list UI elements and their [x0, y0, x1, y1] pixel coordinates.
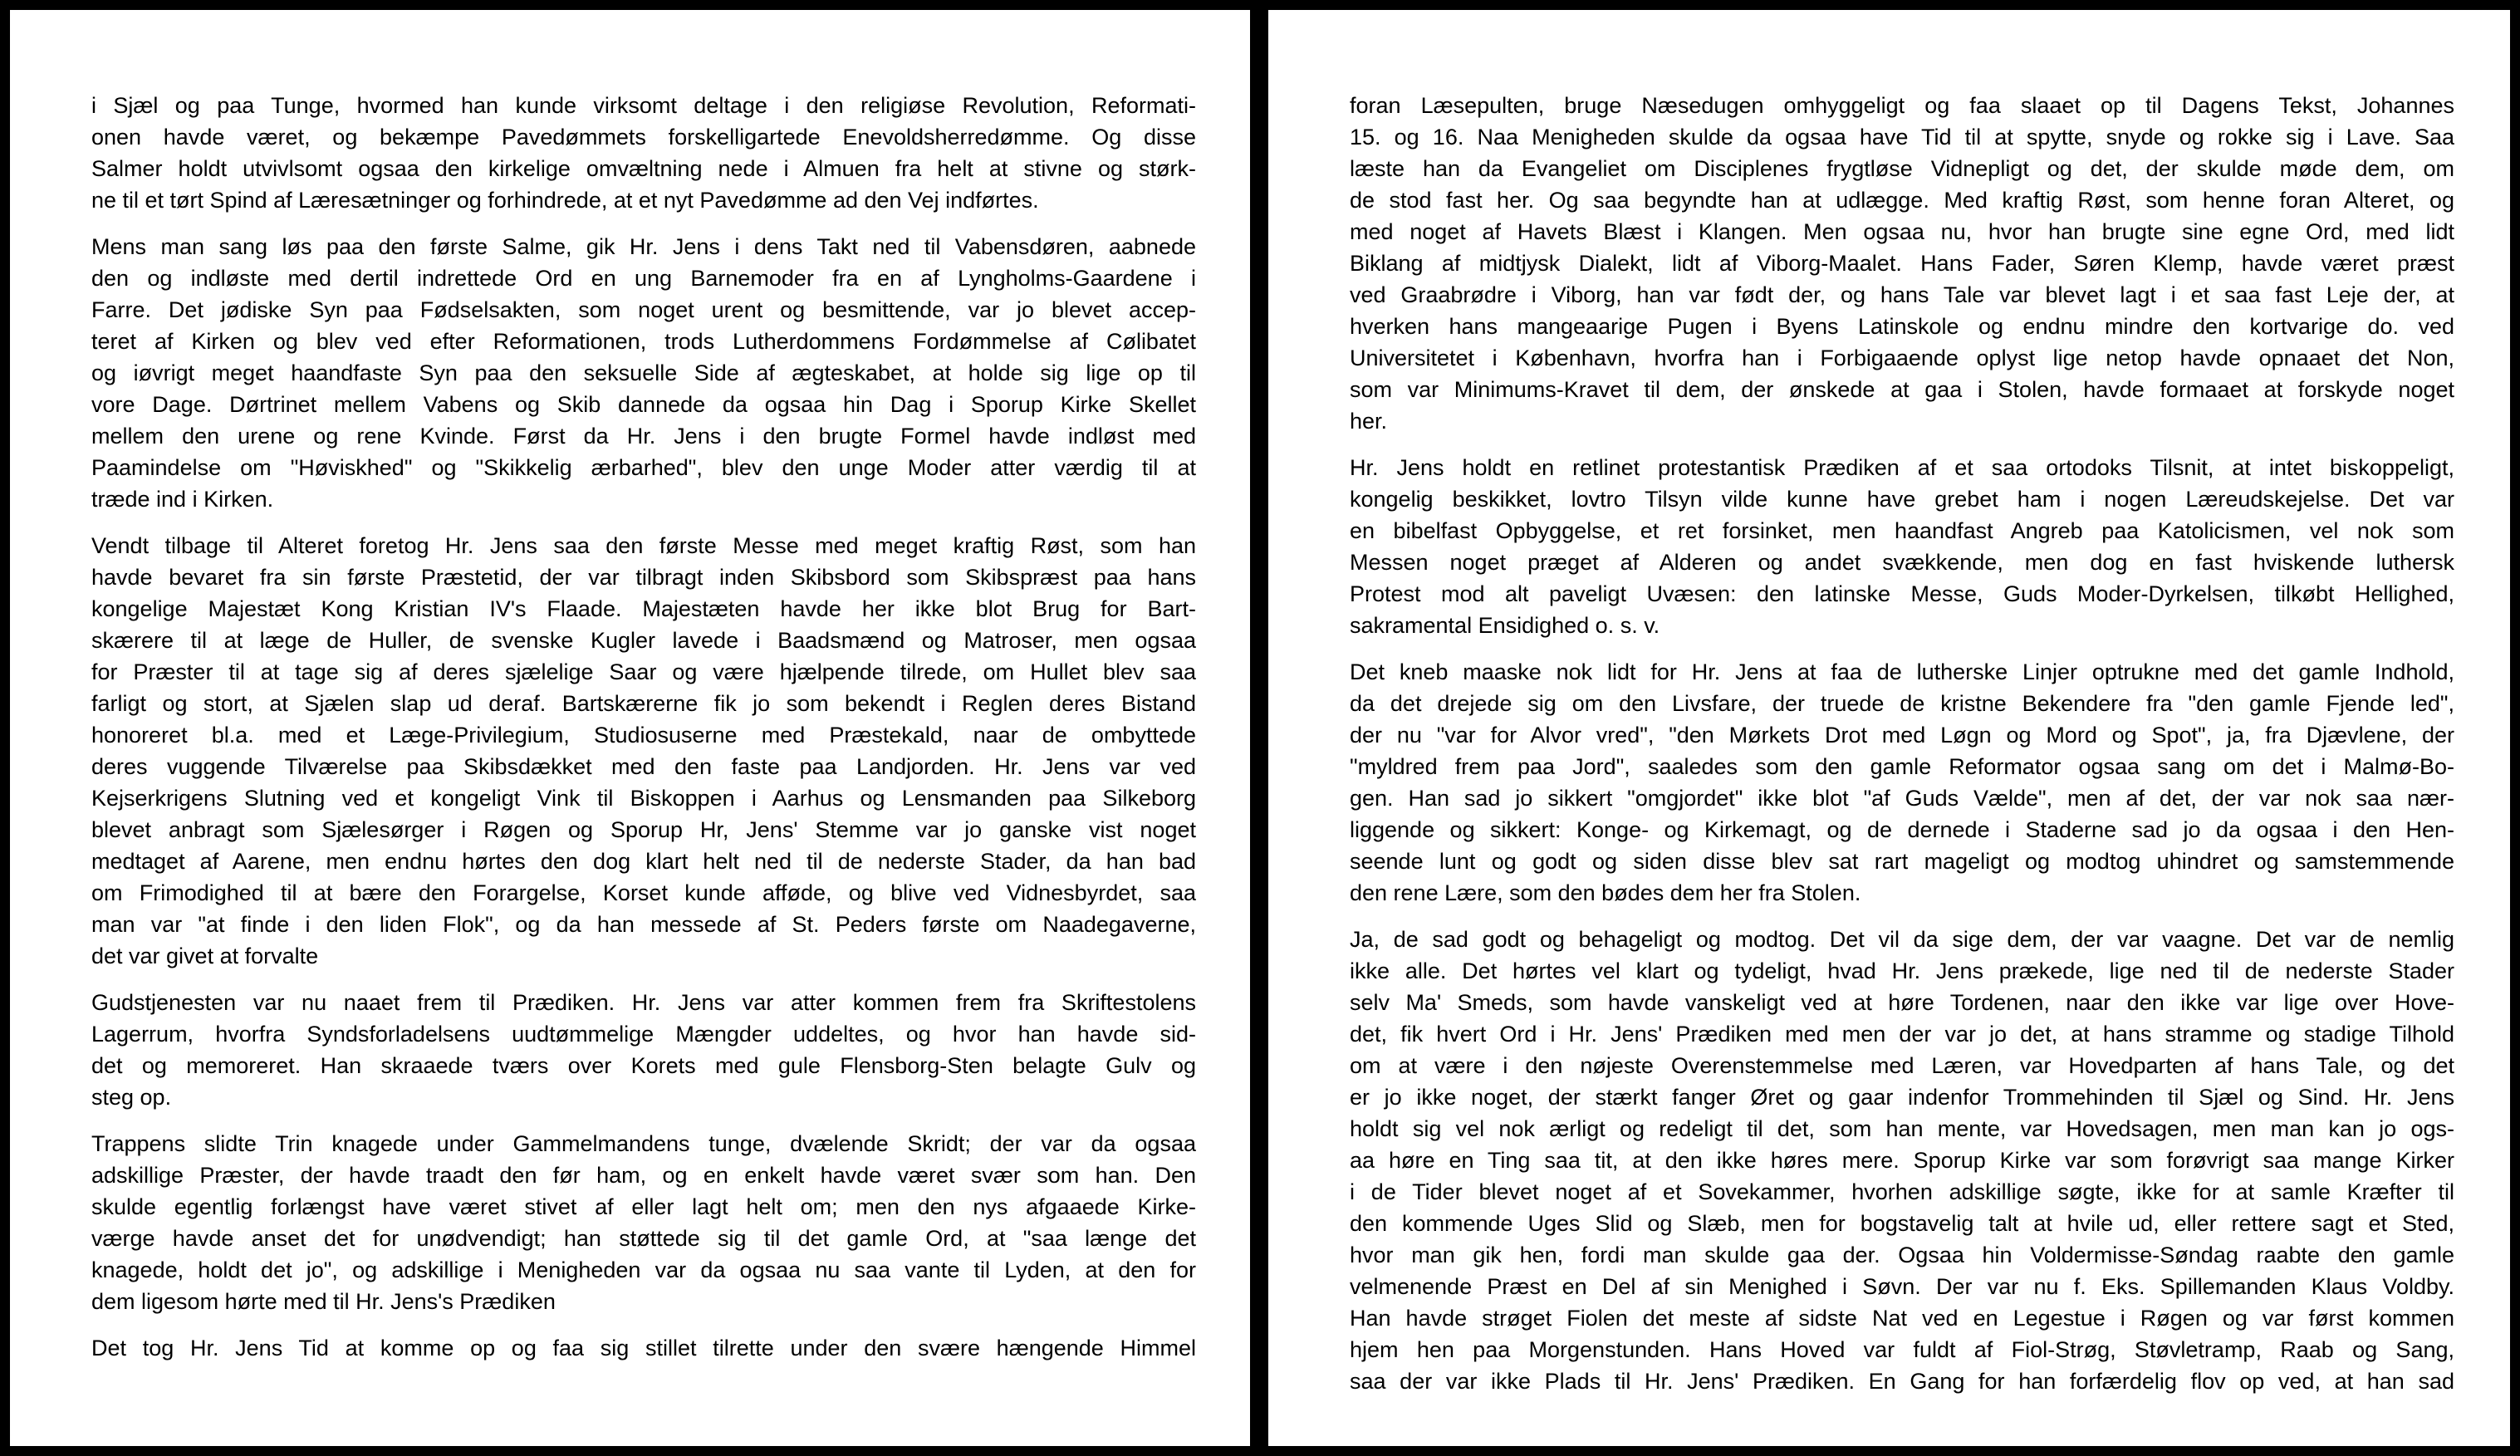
text-line: om Frimodighed til at bære den Forargelse, Korset kunde afføde, og blive ved Vidnesbyrdet, saa — [91, 880, 1196, 905]
paragraph — [1350, 656, 2454, 909]
text-line: hverken hans mangeaarige Pugen i Byens Latinskole og endnu mindre den kortvarige do. ved — [1350, 314, 2454, 339]
paragraph — [91, 1332, 1196, 1364]
page-left — [10, 10, 1250, 1446]
text-line: Mens man sang løs paa den første Salme, gik Hr. Jens i dens Takt ned til Vabensdøren, aabnede — [91, 234, 1196, 259]
text-line: teret af Kirken og blev ved efter Reformationen, trods Lutherdommens Fordømmelse af Cølibatet — [91, 329, 1196, 354]
text-line: det og memoreret. Han skraaede tværs over Korets med gule Flensborg-Sten belagte Gulv og — [91, 1053, 1196, 1078]
text-line: velmenende Præst en Del af sin Menighed i Søvn. Der var nu f. Eks. Spillemanden Klaus Voldby. — [1350, 1274, 2454, 1299]
text-line: honoreret bl.a. med et Læge-Privilegium, Studiosuserne med Præstekald, naar de ombyttede — [91, 723, 1196, 748]
page-right — [1268, 10, 2510, 1446]
text-line: den kommende Uges Slid og Slæb, men for bogstavelig talt at hvile ud, eller rettere sagt et Sted, — [1350, 1211, 2454, 1236]
text-line: aa høre en Ting saa tit, at den ikke høres mere. Sporup Kirke var som forøvrigt saa mange Kirker — [1350, 1148, 2454, 1173]
text-line: Biklang af midtjysk Dialekt, lidt af Viborg-Maalet. Hans Fader, Søren Klemp, havde været præst — [1350, 251, 2454, 276]
text-line: i de Tider blevet noget af et Sovekammer, hvorhen adskillige søgte, ikke for at samle Kræfter til — [1350, 1179, 2454, 1204]
text-line: liggende og sikkert: Konge- og Kirkemagt, og de dernede i Staderne sad jo da ogsaa i den Hen- — [1350, 817, 2454, 842]
text-line: mellem den urene og rene Kvinde. Først da Hr. Jens i den brugte Formel havde indløst med — [91, 424, 1196, 449]
text-line: det, fik hvert Ord i Hr. Jens' Prædiken med men der var jo det, at hans stramme og stadige Tilhold — [1350, 1022, 2454, 1047]
text-line: skærere til at læge de Huller, de svenske Kugler lavede i Baadsmænd og Matroser, men ogsaa — [91, 628, 1196, 653]
paragraph — [91, 987, 1196, 1113]
text-line: 15. og 16. Naa Menigheden skulde da ogsaa have Tid til at spytte, snyde og rokke sig i Lave. Saa — [1350, 125, 2454, 150]
text-line: med noget af Havets Blæst i Klangen. Men ogsaa nu, hvor han brugte sine egne Ord, med lidt — [1350, 219, 2454, 244]
text-line: den og indløste med dertil indrettede Ord en ung Barnemoder fra en af Lyngholms-Gaardene i — [91, 266, 1196, 291]
text-line: blevet anbragt som Sjælesørger i Røgen og Sporup Hr, Jens' Stemme var jo ganske vist noget — [91, 817, 1196, 842]
text-line: værge havde anset det for unødvendigt; han støttede sig til det gamle Ord, at "saa længe det — [91, 1226, 1196, 1251]
paragraph — [1350, 924, 2454, 1397]
text-line: Trappens slidte Trin knagede under Gammelmandens tunge, dvælende Skridt; der var da ogsaa — [91, 1131, 1196, 1156]
text-line: Lagerrum, hvorfra Syndsforladelsens uudtømmelige Mængder uddeltes, og hvor han havde sid- — [91, 1022, 1196, 1047]
text-line: selv Ma' Smeds, som havde vanskeligt ved at høre Tordenen, naar den ikke var lige over Hove- — [1350, 990, 2454, 1015]
text-line: en bibelfast Opbyggelse, et ret forsinket, men haandfast Angreb paa Katolicismen, vel nok som — [1350, 518, 2454, 543]
text-line: da det drejede sig om den Livsfare, der truede de kristne Bekendere fra "den gamle Fjende led", — [1350, 691, 2454, 716]
paragraph — [91, 90, 1196, 216]
text-line: medtaget af Aarene, men endnu hørtes den dog klart helt ned til de nederste Stader, da han bad — [91, 849, 1196, 874]
text-line: Salmer holdt utvivlsomt ogsaa den kirkelige omvæltning nede i Almuen fra helt at stivne og størk- — [91, 156, 1196, 181]
paragraph — [1350, 90, 2454, 437]
text-line: man var "at finde i den liden Flok", og da han messede af St. Peders første om Naadegaverne, — [91, 912, 1196, 937]
text-line: Protest mod alt paveligt Uvæsen: den latinske Messe, Guds Moder-Dyrkelsen, tilkøbt Hellighed, — [1350, 581, 2454, 606]
text-line: de stod fast her. Og saa begyndte han at udlægge. Med kraftig Røst, som henne foran Alteret, og — [1350, 188, 2454, 213]
text-line: ikke alle. Det hørtes vel klart og tydeligt, hvad Hr. Jens prækede, lige ned til de nederste Stader — [1350, 958, 2454, 983]
page-right-text — [1350, 90, 2454, 1412]
text-line: dem ligesom hørte med til Hr. Jens's Prædiken — [91, 1289, 556, 1314]
text-line: her. — [1350, 409, 1388, 434]
text-line: om at være i den nøjeste Overenstemmelse med Læren, var Hovedparten af hans Tale, og det — [1350, 1053, 2454, 1078]
text-line: sakramental Ensidighed o. s. v. — [1350, 613, 1660, 638]
text-line: farligt og stort, at Sjælen slap ud deraf. Bartskærerne fik jo som bekendt i Reglen deres Bistand — [91, 691, 1196, 716]
text-line: hjem hen paa Morgenstunden. Hans Hoved var fuldt af Fiol-Strøg, Støvletramp, Raab og Sang, — [1350, 1337, 2454, 1362]
text-line: kongelige Majestæt Kong Kristian IV's Flaade. Majestæten havde her ikke blot Brug for Bart- — [91, 596, 1196, 621]
text-line: Farre. Det jødiske Syn paa Fødselsakten, som noget urent og besmittende, var jo blevet accep- — [91, 297, 1196, 322]
text-line: saa der var ikke Plads til Hr. Jens' Prædiken. En Gang for han forfærdelig flov op ved, at han sad — [1350, 1369, 2454, 1394]
text-line: Ja, de sad godt og behageligt og modtog. Det vil da sige dem, der var vaagne. Det var de nemlig — [1350, 927, 2454, 952]
text-line: ved Graabrødre i Viborg, han var født der, og hans Tale var blevet lagt i et saa fast Leje der, at — [1350, 282, 2454, 307]
text-line: seende lunt og godt og siden disse blev sat rart mageligt og modtog uhindret og samstemmende — [1350, 849, 2454, 874]
text-line: Hr. Jens holdt en retlinet protestantisk Prædiken af et saa ortodoks Tilsnit, at intet biskoppeligt, — [1350, 455, 2454, 480]
text-line: Paamindelse om "Høviskhed" og "Skikkelig ærbarhed", blev den unge Moder atter værdig til at — [91, 455, 1196, 480]
text-line: gen. Han sad jo sikkert "omgjordet" ikke blot "af Guds Vælde", men af det, der var nok saa nær- — [1350, 786, 2454, 811]
paragraph — [1350, 452, 2454, 641]
text-line: træde ind i Kirken. — [91, 487, 274, 512]
text-line: den rene Lære, som den bødes dem her fra Stolen. — [1350, 880, 1861, 905]
text-line: ne til et tørt Spind af Læresætninger og forhindrede, at et nyt Pavedømme ad den Vej indførtes. — [91, 188, 1039, 213]
text-line: onen havde været, og bekæmpe Pavedømmets forskelligartede Enevoldsherredømme. Og disse — [91, 125, 1196, 150]
text-line: knagede, holdt det jo", og adskillige i Menigheden var da ogsaa nu saa vante til Lyden, at den for — [91, 1257, 1196, 1282]
text-line: Kejserkrigens Slutning ved et kongeligt Vink til Biskoppen i Aarhus og Lensmanden paa Silkeborg — [91, 786, 1196, 811]
text-line: er jo ikke noget, der stærkt fanger Øret og gaar indenfor Trommehinden til Sjæl og Sind. Hr. Jens — [1350, 1085, 2454, 1110]
text-line: det var givet at forvalte — [91, 944, 319, 968]
text-line: Universitetet i København, hvorfra han i Forbigaaende oplyst lige netop havde opnaaet det Non, — [1350, 346, 2454, 370]
paragraph — [91, 231, 1196, 515]
text-line: som var Minimums-Kravet til dem, der ønskede at gaa i Stolen, havde formaaet at forskyde noget — [1350, 377, 2454, 402]
paragraph — [91, 530, 1196, 972]
text-line: Gudstjenesten var nu naaet frem til Prædiken. Hr. Jens var atter kommen frem fra Skriftestolens — [91, 990, 1196, 1015]
text-line: Han havde strøget Fiolen det meste af sidste Nat ved en Legestue i Røgen og var først kommen — [1350, 1306, 2454, 1331]
text-line: i Sjæl og paa Tunge, hvormed han kunde virksomt deltage i den religiøse Revolution, Reformati- — [91, 93, 1196, 118]
text-line: kongelig beskikket, lovtro Tilsyn vilde kunne have grebet ham i nogen Læreudskejelse. Det var — [1350, 487, 2454, 512]
text-line: steg op. — [91, 1085, 172, 1110]
text-line: Vendt tilbage til Alteret foretog Hr. Jens saa den første Messe med meget kraftig Røst, som han — [91, 533, 1196, 558]
text-line: hvor man gik hen, fordi man skulde gaa der. Ogsaa hin Voldermisse-Søndag raabte den gamle — [1350, 1243, 2454, 1267]
page-left-text — [91, 90, 1196, 1379]
text-line: havde bevaret fra sin første Præstetid, der var tilbragt inden Skibsbord som Skibspræst paa hans — [91, 565, 1196, 590]
text-line: foran Læsepulten, bruge Næsedugen omhyggeligt og faa slaaet op til Dagens Tekst, Johannes — [1350, 93, 2454, 118]
text-line: Messen noget præget af Alderen og andet svækkende, men dog en fast hviskende luthersk — [1350, 550, 2454, 575]
text-line: Det kneb maaske nok lidt for Hr. Jens at faa de lutherske Linjer optrukne med det gamle Indhold, — [1350, 659, 2454, 684]
text-line: skulde egentlig forlængst have været stivet af eller lagt helt om; men den nys afgaaede Kirke- — [91, 1194, 1196, 1219]
text-line: vore Dage. Dørtrinet mellem Vabens og Skib dannede da ogsaa hin Dag i Sporup Kirke Skellet — [91, 392, 1196, 417]
text-line: holdt sig vel nok ærligt og redeligt til det, som han mente, var Hovedsagen, men man kan jo ogs- — [1350, 1116, 2454, 1141]
text-line: og iøvrigt meget haandfaste Syn paa den seksuelle Side af ægteskabet, at holde sig lige op til — [91, 360, 1196, 385]
text-line: læste han da Evangeliet om Disciplenes frygtløse Vidnepligt og det, der skulde møde dem, om — [1350, 156, 2454, 181]
paragraph — [91, 1128, 1196, 1317]
text-line: adskillige Præster, der havde traadt den før ham, og en enkelt havde været svær som han. Den — [91, 1163, 1196, 1188]
text-line: deres vuggende Tilværelse paa Skibsdækket med den faste paa Landjorden. Hr. Jens var ved — [91, 754, 1196, 779]
text-line: for Præster til at tage sig af deres sjælelige Saar og være hjælpende tilrede, om Hullet blev saa — [91, 659, 1196, 684]
text-line: der nu "var for Alvor vred", "den Mørkets Drot med Løgn og Mord og Spot", ja, fra Djævlene, der — [1350, 723, 2454, 748]
text-line: "myldred frem paa Jord", saaledes som den gamle Reformator ogsaa sang om det i Malmø-Bo- — [1350, 754, 2454, 779]
text-line: Det tog Hr. Jens Tid at komme op og faa sig stillet tilrette under den svære hængende Himmel — [91, 1336, 1196, 1360]
